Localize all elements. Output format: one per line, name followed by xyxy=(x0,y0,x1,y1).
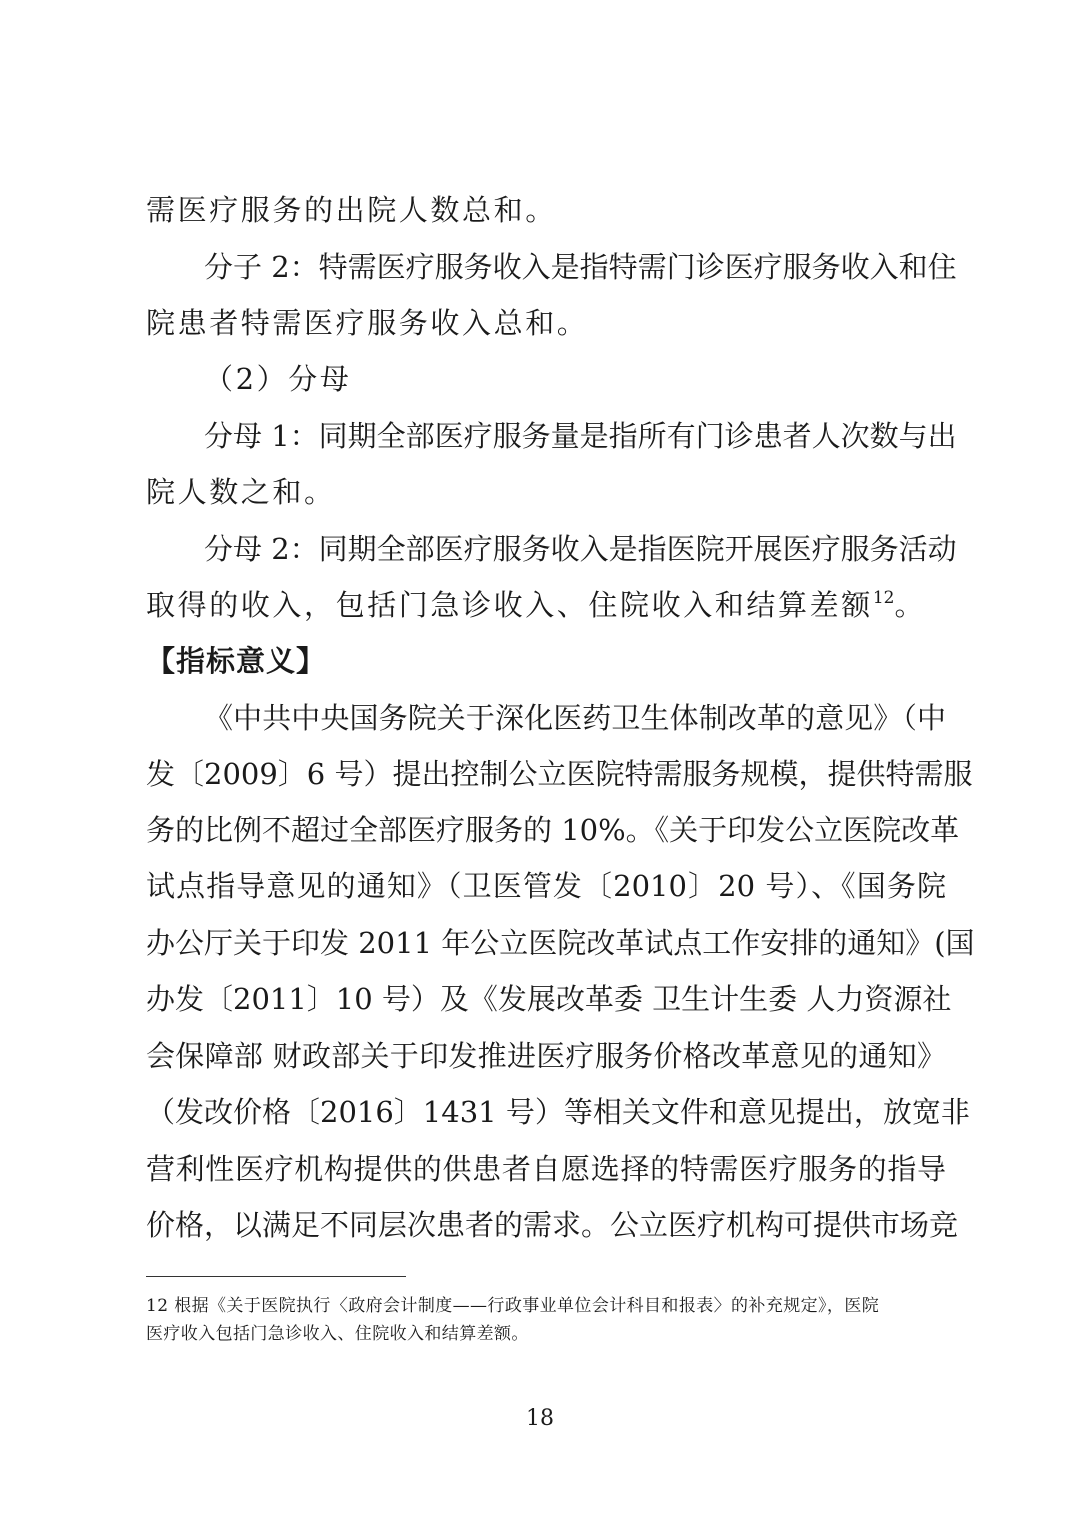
paragraph-line: 需医疗服务的出院人数总和。 xyxy=(146,193,557,227)
footnote-line: 12 根据《关于医院执行〈政府会计制度——行政事业单位会计科目和报表〉的补充规定》，医院 xyxy=(146,1296,880,1316)
paragraph-text: 。 xyxy=(894,588,927,622)
subheading-denominator: （2）分母 xyxy=(204,362,352,396)
paragraph-line: 试点指导意见的通知》（卫医管发〔2010〕20 号）、《国务院 xyxy=(146,869,946,903)
paragraph-line: 发〔2009〕6 号）提出控制公立医院特需服务规模，提供特需服 xyxy=(146,757,973,791)
paragraph-line: 务的比例不超过全部医疗服务的 10%。《关于印发公立医院改革 xyxy=(146,813,960,847)
footnote-reference[interactable]: 12 xyxy=(872,588,895,608)
paragraph-line: 分子 2：特需医疗服务收入是指特需门诊医疗服务收入和住 xyxy=(204,250,957,284)
paragraph-text: 取得的收入，包括门急诊收入、住院收入和结算差额 xyxy=(146,588,873,622)
paragraph-line: 营利性医疗机构提供的供患者自愿选择的特需医疗服务的指导 xyxy=(146,1152,946,1186)
paragraph-line: 分母 1：同期全部医疗服务量是指所有门诊患者人次数与出 xyxy=(204,419,957,453)
paragraph-line: 办公厅关于印发 2011 年公立医院改革试点工作安排的通知》(国 xyxy=(146,926,975,960)
paragraph-line: 分母 2：同期全部医疗服务收入是指医院开展医疗服务活动 xyxy=(204,532,957,566)
page-number: 18 xyxy=(526,1406,554,1431)
paragraph-line xyxy=(146,585,946,625)
paragraph-line: 院患者特需医疗服务收入总和。 xyxy=(146,306,589,340)
paragraph-line: 院人数之和。 xyxy=(146,475,336,509)
footnote-line: 医疗收入包括门急诊收入、住院收入和结算差额。 xyxy=(146,1324,529,1344)
paragraph-line: 会保障部 财政部关于印发推进医疗服务价格改革意见的通知》 xyxy=(146,1039,946,1073)
paragraph-line: 办发〔2011〕10 号）及《发展改革委 卫生计生委 人力资源社 xyxy=(146,982,952,1016)
paragraph-line: 《中共中央国务院关于深化医药卫生体制改革的意见》（中 xyxy=(204,701,946,735)
section-heading: 【指标意义】 xyxy=(146,644,327,678)
paragraph-line: 价格，以满足不同层次患者的需求。公立医疗机构可提供市场竞 xyxy=(146,1208,959,1242)
paragraph-line: （发改价格〔2016〕1431 号）等相关文件和意见提出，放宽非 xyxy=(146,1095,970,1129)
footnote-divider xyxy=(146,1276,406,1277)
